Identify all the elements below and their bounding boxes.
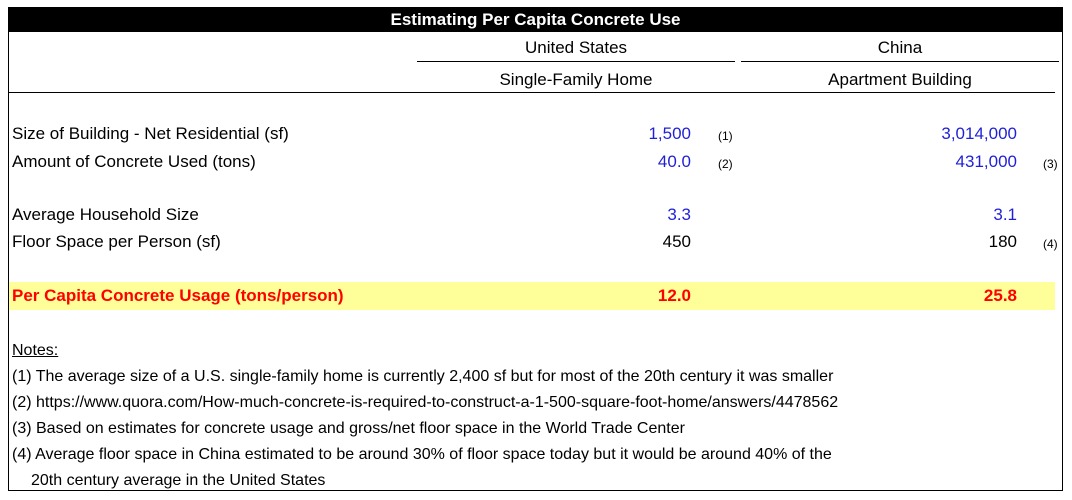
row-concrete-china-ref: (3)	[1043, 157, 1058, 171]
row-per-capita-china-value: 25.8	[983, 286, 1017, 305]
china-header-divider	[741, 61, 1059, 62]
row-concrete-us-ref: (2)	[718, 157, 733, 171]
notes-heading: Notes:	[12, 342, 59, 359]
china-country-header: China	[877, 38, 923, 57]
row-size-china-value: 3,014,000	[941, 124, 1017, 143]
row-concrete-label: Amount of Concrete Used (tons)	[12, 152, 256, 171]
china-type-header: Apartment Building	[828, 70, 972, 89]
row-per-capita-us-value: 12.0	[657, 286, 691, 305]
row-size-label: Size of Building - Net Residential (sf)	[12, 124, 289, 143]
note-item-2: (2) https://www.quora.com/How-much-concrete-is-required-to-construct-a-1-500-square-foot-home/answers/4478562	[12, 394, 839, 411]
row-floor-label: Floor Space per Person (sf)	[12, 232, 221, 251]
spreadsheet-table	[8, 7, 1063, 491]
note-item-1: (1) The average size of a U.S. single-family home is currently 2,400 sf but for most of the 20th century it was smaller	[12, 368, 834, 385]
row-household-china-value: 3.1	[993, 205, 1017, 224]
table-title: Estimating Per Capita Concrete Use	[9, 8, 1062, 32]
us-country-header: United States	[524, 38, 628, 57]
header-bottom-border	[9, 92, 1055, 93]
us-header-divider	[417, 61, 735, 62]
row-size-us-ref: (1)	[718, 129, 733, 143]
row-concrete-us-value: 40.0	[657, 152, 691, 171]
note-item-4: (4) Average floor space in China estimated to be around 30% of floor space today but it would be around 40% of the	[12, 446, 832, 463]
row-floor-china-value: 180	[988, 232, 1017, 251]
us-type-header: Single-Family Home	[499, 70, 653, 89]
note-item-3: (3) Based on estimates for concrete usage and gross/net floor space in the World Trade Center	[12, 420, 685, 437]
row-concrete-china-value: 431,000	[955, 152, 1017, 171]
row-household-us-value: 3.3	[667, 205, 691, 224]
row-size-us-value: 1,500	[648, 124, 691, 143]
note-item-4-continued: 20th century average in the United States	[31, 472, 326, 489]
row-floor-china-ref: (4)	[1043, 237, 1058, 251]
row-per-capita-label: Per Capita Concrete Usage (tons/person)	[12, 286, 344, 305]
row-household-label: Average Household Size	[12, 205, 199, 224]
row-floor-us-value: 450	[662, 232, 691, 251]
